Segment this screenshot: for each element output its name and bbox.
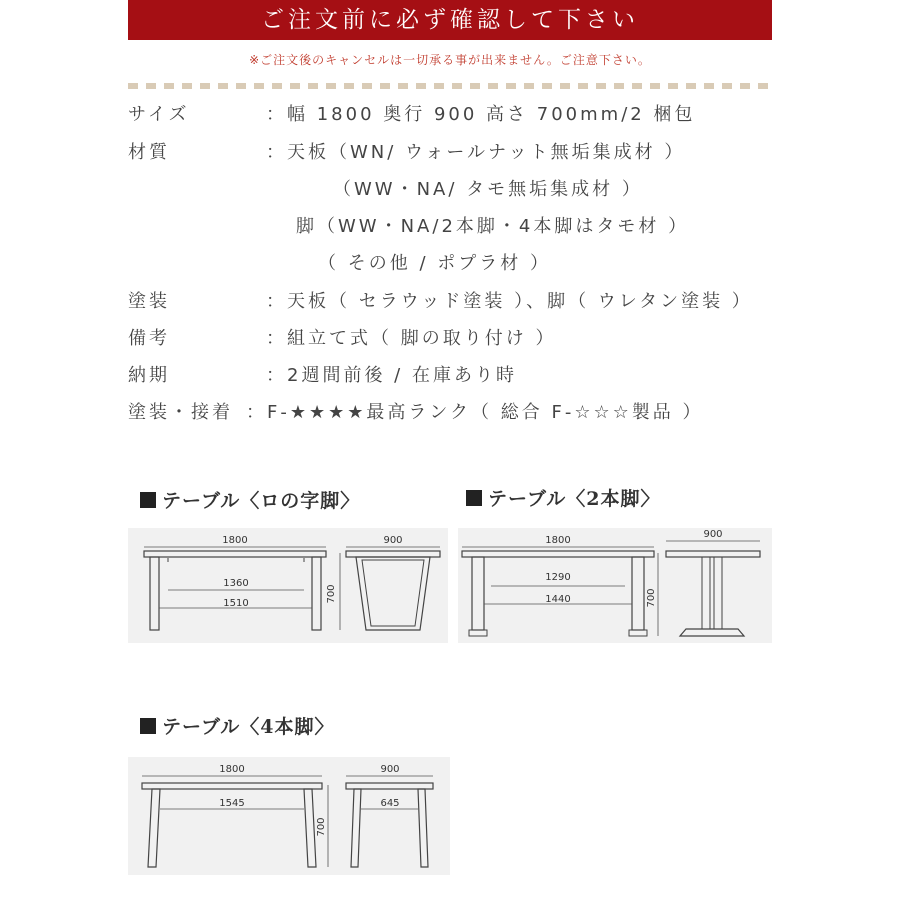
width-label: 1800 — [222, 535, 248, 546]
square-bullet-icon — [466, 490, 482, 506]
side-base — [680, 629, 744, 636]
left-leg — [150, 557, 159, 630]
right-leg — [312, 557, 321, 630]
diagram-square-leg — [128, 528, 448, 643]
side-left-leg — [351, 789, 361, 867]
cancellation-notice: ※ご注文後のキャンセルは一切承る事が出来ません。ご注意下さい。 — [249, 53, 651, 67]
spec-label: 材質 — [128, 142, 170, 163]
width-label: 1800 — [219, 764, 245, 775]
height-label: 700 — [646, 588, 657, 608]
side-table-top — [666, 551, 760, 557]
notice-banner — [128, 0, 772, 40]
spec-value: ：2週間前後 / 在庫あり時 — [266, 365, 517, 386]
right-leg — [304, 789, 316, 867]
height-label: 700 — [326, 584, 337, 604]
right-leg — [632, 557, 644, 630]
spec-value: ：天板（ セラウッド塗装 ）、脚（ ウレタン塗装 ） — [266, 291, 753, 312]
width-label: 1800 — [545, 535, 571, 546]
spec-label: 備考 — [128, 328, 170, 349]
height-label: 700 — [316, 817, 327, 837]
spec-value: ：幅 1800 奥行 900 高さ 700mm/2 梱包 — [266, 104, 696, 125]
side-frame-inner — [362, 560, 424, 626]
depth-label: 900 — [380, 764, 400, 775]
spec-value: （WW・NA/ タモ無垢集成材 ） — [333, 179, 643, 200]
side-post-left — [702, 557, 710, 629]
square-leg-drawing — [128, 528, 448, 643]
spec-value: （ その他 / ポプラ材 ） — [318, 253, 551, 274]
spec-value: 脚（WW・NA/2本脚・4本脚はタモ材 ） — [296, 216, 690, 237]
depth-label: 900 — [703, 529, 723, 540]
inner1-label: 1290 — [545, 572, 571, 583]
dashed-divider — [128, 83, 772, 89]
side-table-top — [346, 783, 433, 789]
left-leg — [148, 789, 160, 867]
right-foot — [629, 630, 647, 636]
inner2-label: 1510 — [223, 598, 249, 609]
diagram-two-leg — [458, 528, 772, 643]
four-leg-drawing — [128, 757, 450, 875]
diagram-four-leg — [128, 757, 450, 875]
inner2-label: 1440 — [545, 594, 571, 605]
spec-value: ：F-★★★★最高ランク（ 総合 F-☆☆☆製品 ） — [246, 402, 704, 423]
heading-text: テーブル〈4本脚〉 — [162, 716, 335, 738]
spec-value: ：組立て式（ 脚の取り付け ） — [266, 328, 557, 349]
spec-label: サイズ — [128, 104, 190, 125]
heading-square-leg — [140, 486, 360, 513]
table-top — [462, 551, 654, 557]
inner1-label: 1360 — [223, 578, 249, 589]
square-bullet-icon — [140, 492, 156, 508]
side-frame-outer — [356, 557, 430, 630]
heading-text: テーブル〈ロの字脚〉 — [162, 490, 361, 512]
spec-label: 納期 — [128, 365, 170, 386]
heading-text: テーブル〈2本脚〉 — [488, 488, 661, 510]
spec-label: 塗装・接着 — [128, 402, 233, 423]
inner1-label: 1545 — [219, 798, 245, 809]
two-leg-drawing — [458, 528, 772, 643]
side-table-top — [346, 551, 440, 557]
heading-two-leg — [466, 484, 661, 511]
side-post-right — [714, 557, 722, 629]
spec-label: 塗装 — [128, 291, 170, 312]
depth-label: 900 — [383, 535, 403, 546]
heading-four-leg — [140, 712, 335, 739]
table-top — [142, 783, 322, 789]
banner-title: ご注文前に必ず確認して下さい — [261, 7, 639, 33]
spec-value: ：天板（WN/ ウォールナット無垢集成材 ） — [266, 142, 686, 163]
square-bullet-icon — [140, 718, 156, 734]
side-right-leg — [418, 789, 428, 867]
left-leg — [472, 557, 484, 630]
inner2-label: 645 — [380, 798, 400, 809]
left-foot — [469, 630, 487, 636]
table-top — [144, 551, 326, 557]
